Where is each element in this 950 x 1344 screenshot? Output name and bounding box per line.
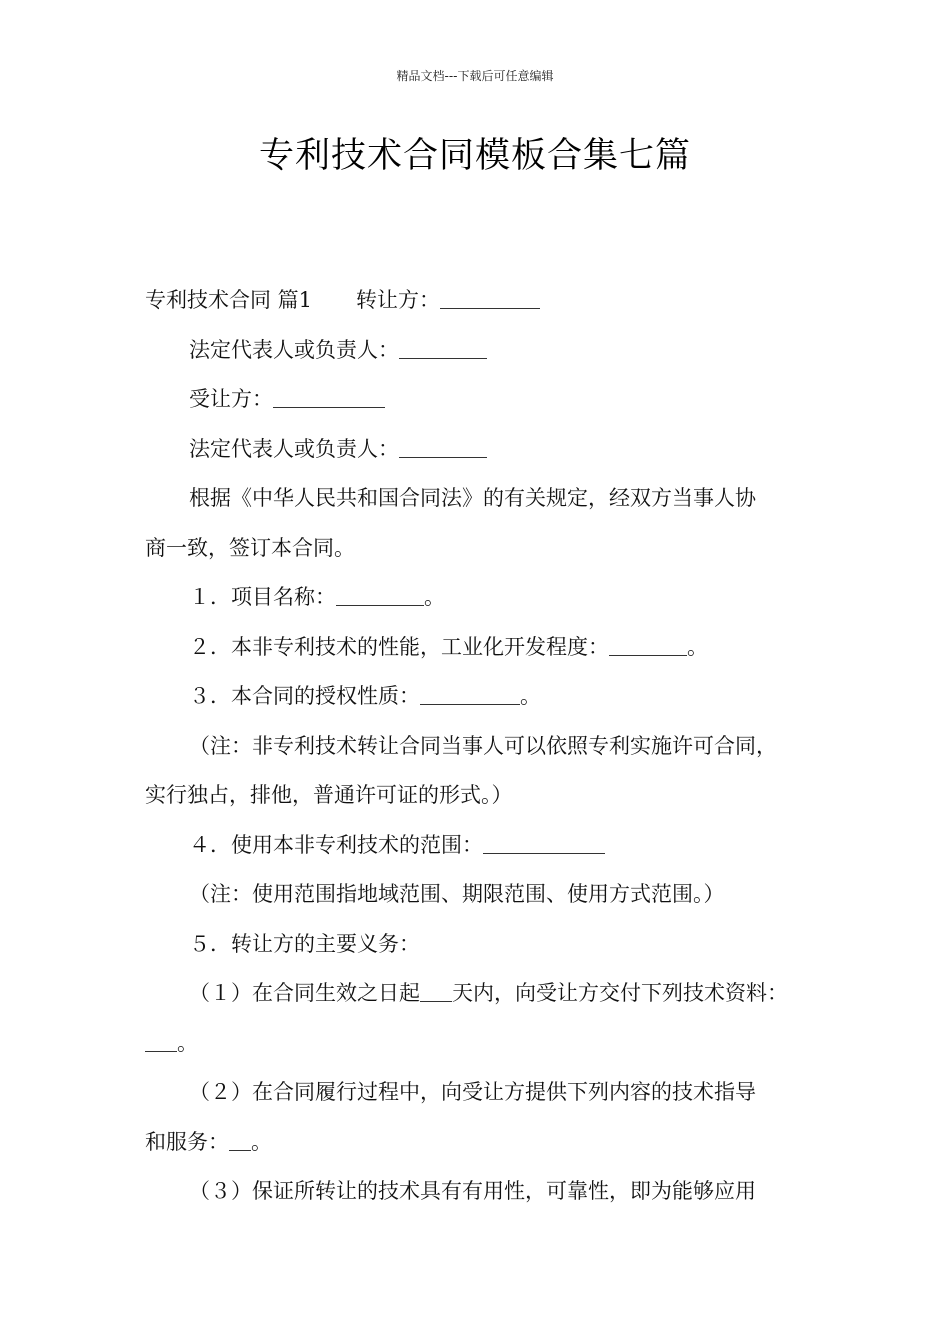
item-label: ３．本合同的授权性质： bbox=[189, 684, 420, 708]
legal-rep-label: 法定代表人或负责人： bbox=[189, 337, 399, 362]
blank-field bbox=[420, 682, 520, 705]
punct: 。 bbox=[424, 585, 445, 609]
paragraph-line: （注：非专利技术转让合同当事人可以依照专利实施许可合同， bbox=[189, 733, 777, 758]
item-label: １．项目名称： bbox=[189, 585, 336, 609]
paragraph-line: 商一致，签订本合同。 bbox=[145, 535, 355, 560]
paragraph-line bbox=[145, 1124, 835, 1174]
document-body bbox=[145, 282, 835, 1223]
blank-field bbox=[145, 1029, 177, 1052]
punct: 。 bbox=[687, 634, 708, 659]
blank-field bbox=[609, 633, 687, 656]
blank-field bbox=[420, 979, 452, 1002]
paragraph-line: 实行独占，排他，普通许可证的形式。） bbox=[145, 783, 513, 807]
paragraph-line: （２）在合同履行过程中，向受让方提供下列内容的技术指导 bbox=[189, 1080, 756, 1104]
blank-field bbox=[399, 435, 487, 458]
paragraph-line bbox=[145, 431, 835, 481]
paragraph-line bbox=[145, 629, 835, 679]
paragraph-line bbox=[145, 332, 835, 382]
blank-field bbox=[399, 336, 487, 359]
punct: 。 bbox=[177, 1030, 198, 1055]
item-label: （１）在合同生效之日起 bbox=[189, 981, 420, 1005]
blank-field bbox=[336, 583, 424, 606]
transferee-label: 受让方： bbox=[189, 387, 273, 411]
document-title: 专利技术合同模板合集七篇 bbox=[258, 136, 691, 176]
item-label: ２．本非专利技术的性能，工业化开发程度： bbox=[189, 634, 609, 659]
item-label: ４．使用本非专利技术的范围： bbox=[189, 832, 483, 857]
paragraph-line: （注：使用范围指地域范围、期限范围、使用方式范围。） bbox=[189, 882, 725, 906]
paragraph-line bbox=[145, 975, 835, 1025]
legal-rep-label: 法定代表人或负责人： bbox=[189, 436, 399, 461]
paragraph-line bbox=[145, 282, 835, 332]
paragraph-line: 根据《中华人民共和国合同法》的有关规定，经双方当事人协 bbox=[189, 486, 756, 510]
blank-field bbox=[440, 286, 540, 309]
paragraph-line bbox=[145, 579, 835, 629]
section-heading: 专利技术合同 篇1 bbox=[145, 288, 313, 312]
blank-field bbox=[273, 385, 385, 408]
paragraph-line bbox=[145, 381, 835, 431]
blank-field bbox=[229, 1128, 251, 1151]
item-label: 和服务： bbox=[145, 1129, 229, 1154]
paragraph-line bbox=[145, 1025, 835, 1075]
paragraph-line bbox=[145, 678, 835, 728]
item-text: 天内，向受让方交付下列技术资料： bbox=[452, 981, 788, 1005]
paragraph-line: ５．转让方的主要义务： bbox=[189, 931, 420, 956]
transferor-label: 转让方： bbox=[356, 288, 441, 312]
punct: 。 bbox=[251, 1129, 272, 1154]
header-note: 精品文档---下载后可任意编辑 bbox=[396, 69, 554, 83]
punct: 。 bbox=[520, 684, 541, 708]
paragraph-line: （３）保证所转让的技术具有有用性，可靠性，即为能够应用 bbox=[189, 1179, 756, 1203]
blank-field bbox=[483, 831, 605, 854]
paragraph-line bbox=[145, 827, 835, 877]
